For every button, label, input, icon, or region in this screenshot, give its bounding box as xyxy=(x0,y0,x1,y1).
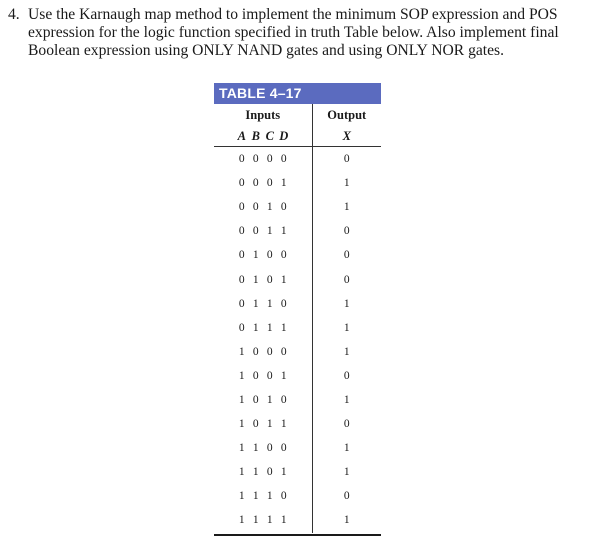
input-bit: 1 xyxy=(266,201,273,214)
output-cell: 0 xyxy=(343,249,350,262)
table-row xyxy=(214,364,381,388)
table-row xyxy=(214,171,381,195)
input-bit: 1 xyxy=(238,514,245,527)
input-bit: 1 xyxy=(238,466,245,479)
input-bits-cell xyxy=(214,508,312,532)
header-inputs: Inputs xyxy=(214,104,312,126)
table-row xyxy=(214,412,381,436)
input-bit: 1 xyxy=(280,273,287,286)
table-bottom-rule xyxy=(214,534,381,536)
header-input-vars xyxy=(214,126,312,147)
input-bit: 0 xyxy=(280,249,287,262)
input-bit: 1 xyxy=(266,321,273,334)
input-bit: 0 xyxy=(280,297,287,310)
input-bit: 0 xyxy=(238,177,245,190)
input-bit: 1 xyxy=(280,466,287,479)
question-text: Use the Karnaugh map method to implement the minimum SOP expression and POS expression for the logic function specified in truth Table below. Also implement final Boolean expression using ONLY NAND gates and using ONLY NOR gates. xyxy=(28,6,559,59)
input-bits-cell xyxy=(214,484,312,508)
input-bits-cell xyxy=(214,460,312,484)
input-bit: 0 xyxy=(238,153,245,166)
input-bit: 0 xyxy=(238,225,245,238)
input-bit: 0 xyxy=(238,201,245,214)
input-bit: 0 xyxy=(266,249,273,262)
input-bit: 1 xyxy=(252,297,259,310)
input-bit: 1 xyxy=(280,418,287,431)
var-c: C xyxy=(265,128,274,143)
input-bit: 0 xyxy=(252,201,259,214)
input-bit: 1 xyxy=(266,297,273,310)
input-bit: 0 xyxy=(252,153,259,166)
input-bit: 0 xyxy=(266,442,273,455)
input-bit: 1 xyxy=(266,490,273,503)
output-cell: 0 xyxy=(343,153,350,166)
input-bit: 1 xyxy=(238,393,245,406)
table-row xyxy=(214,484,381,508)
input-bit: 1 xyxy=(280,225,287,238)
output-cell: 1 xyxy=(343,442,350,455)
question-number: 4. xyxy=(8,6,20,23)
input-bits-cell xyxy=(214,436,312,460)
question-block xyxy=(8,6,606,60)
truth-table xyxy=(214,104,381,533)
output-cell: 0 xyxy=(343,273,350,286)
input-bit: 1 xyxy=(238,442,245,455)
input-bits-cell xyxy=(214,243,312,267)
output-cell: 0 xyxy=(343,418,350,431)
table-row xyxy=(214,460,381,484)
table-row xyxy=(214,340,381,364)
input-bit: 1 xyxy=(252,490,259,503)
output-cell: 1 xyxy=(343,466,350,479)
input-bits-cell xyxy=(214,195,312,219)
output-cell: 1 xyxy=(343,393,350,406)
input-bit: 1 xyxy=(238,490,245,503)
input-bit: 1 xyxy=(252,321,259,334)
input-bit: 1 xyxy=(238,345,245,358)
input-bit: 0 xyxy=(252,225,259,238)
input-bit: 1 xyxy=(266,225,273,238)
input-bit: 0 xyxy=(280,393,287,406)
output-cell: 1 xyxy=(343,514,350,527)
input-bit: 1 xyxy=(252,514,259,527)
input-bit: 1 xyxy=(280,514,287,527)
input-bits-cell xyxy=(214,340,312,364)
table-row xyxy=(214,436,381,460)
input-bit: 1 xyxy=(266,514,273,527)
input-bit: 0 xyxy=(252,393,259,406)
var-d: D xyxy=(279,128,289,143)
output-cell: 0 xyxy=(343,369,350,382)
output-cell: 1 xyxy=(343,321,350,334)
input-bit: 1 xyxy=(266,418,273,431)
input-bit: 1 xyxy=(238,418,245,431)
input-bits-cell xyxy=(214,219,312,243)
header-output-var: X xyxy=(312,126,381,147)
input-bit: 0 xyxy=(266,466,273,479)
input-bit: 1 xyxy=(252,249,259,262)
input-bit: 0 xyxy=(238,321,245,334)
input-bit: 0 xyxy=(280,345,287,358)
table-row xyxy=(214,243,381,267)
input-bit: 0 xyxy=(280,153,287,166)
input-bits-cell xyxy=(214,147,312,172)
input-bit: 0 xyxy=(252,177,259,190)
table-row xyxy=(214,147,381,172)
truth-table-body xyxy=(214,147,381,533)
input-bit: 0 xyxy=(238,297,245,310)
table-row xyxy=(214,508,381,532)
input-bit: 1 xyxy=(280,321,287,334)
input-bits-cell xyxy=(214,171,312,195)
input-bit: 1 xyxy=(280,177,287,190)
output-cell: 0 xyxy=(343,490,350,503)
output-cell: 0 xyxy=(343,225,350,238)
table-row xyxy=(214,267,381,291)
input-bits-cell xyxy=(214,267,312,291)
input-bit: 1 xyxy=(252,273,259,286)
table-row xyxy=(214,316,381,340)
input-bit: 1 xyxy=(252,442,259,455)
input-bit: 0 xyxy=(266,177,273,190)
input-bit: 1 xyxy=(252,466,259,479)
var-b: B xyxy=(251,128,260,143)
table-row xyxy=(214,292,381,316)
output-cell: 1 xyxy=(343,201,350,214)
output-cell: 1 xyxy=(343,297,350,310)
input-bits-cell xyxy=(214,388,312,412)
input-bit: 0 xyxy=(252,345,259,358)
input-bits-cell xyxy=(214,364,312,388)
input-bit: 0 xyxy=(238,273,245,286)
input-bit: 1 xyxy=(266,393,273,406)
table-row xyxy=(214,195,381,219)
truth-table-container xyxy=(214,83,381,536)
input-bit: 0 xyxy=(266,273,273,286)
input-bit: 0 xyxy=(266,345,273,358)
output-cell: 1 xyxy=(343,345,350,358)
input-bits-cell xyxy=(214,292,312,316)
header-output: Output xyxy=(327,107,367,122)
input-bit: 0 xyxy=(266,153,273,166)
table-caption: TABLE 4–17 xyxy=(214,83,381,103)
table-row xyxy=(214,219,381,243)
input-bit: 1 xyxy=(280,369,287,382)
input-bit: 0 xyxy=(252,418,259,431)
input-bits-cell xyxy=(214,316,312,340)
input-bit: 0 xyxy=(280,442,287,455)
var-a: A xyxy=(237,128,246,143)
input-bit: 0 xyxy=(252,369,259,382)
input-bit: 0 xyxy=(280,490,287,503)
output-cell: 1 xyxy=(343,177,350,190)
table-row xyxy=(214,388,381,412)
input-bit: 0 xyxy=(266,369,273,382)
input-bit: 0 xyxy=(280,201,287,214)
input-bit: 0 xyxy=(238,249,245,262)
input-bits-cell xyxy=(214,412,312,436)
input-bit: 1 xyxy=(238,369,245,382)
